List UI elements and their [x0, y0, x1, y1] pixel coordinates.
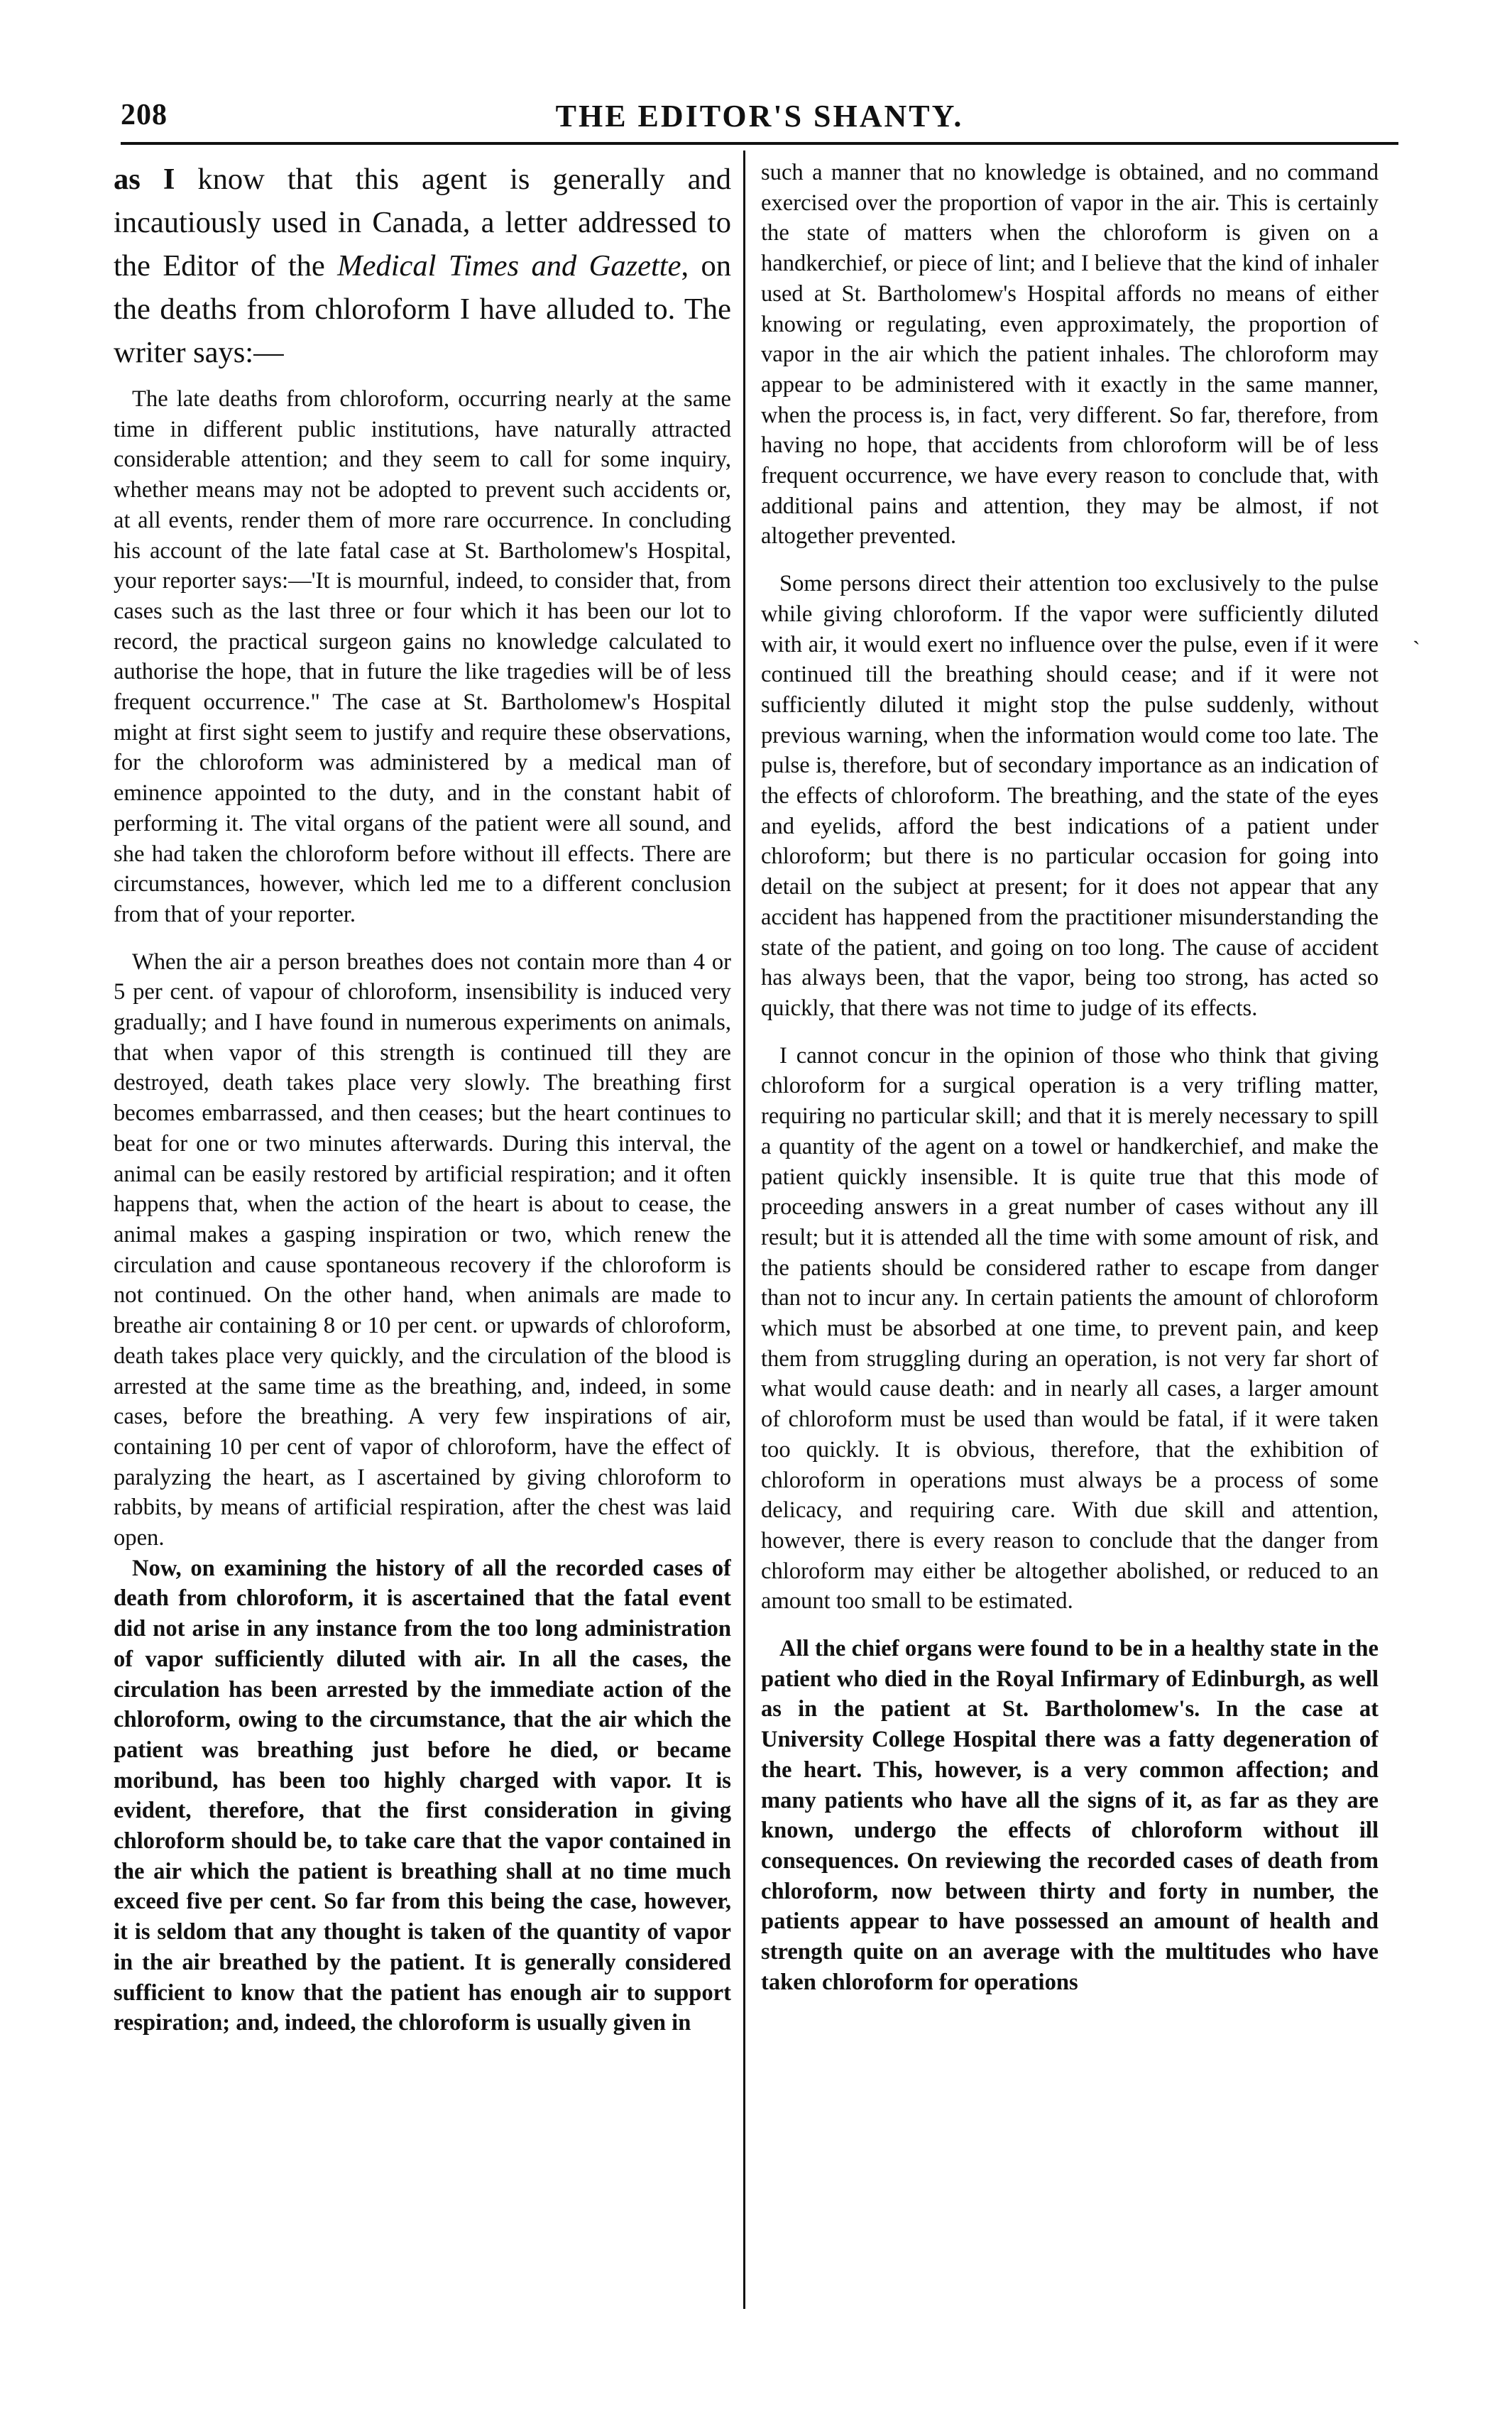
- right-column: [761, 158, 1379, 2316]
- lead-text: know that this agent is generally and incautiously used in Canada, a letter addressed to the Editor of the: [114, 163, 731, 283]
- lead-paragraph: [114, 158, 731, 374]
- left-column: [114, 158, 731, 2316]
- column-divider: [743, 151, 745, 2309]
- body-paragraph: Some persons direct their attention too exclusively to the pulse while giving chloroform. If the vapor were sufficiently diluted with air, it would exert no influence over the pulse, even if it were continued till the breathing should cease; and if it were not sufficiently diluted it might stop the pulse suddenly, without previous warning, when the information would come too late. The pulse is, therefore, but of secondary importance as an indication of the effects of chloroform. The breathing, and the state of the eyes and eyelids, afford the best indications of a patient under chloroform; but there is no particular occasion for going into detail on the subject at present; for it does not appear that any accident has happened from the practitioner misunderstanding the state of the patient, and going on too long. The cause of accident has always been, that the vapor, being too strong, has acted so quickly, that there was not time to judge of its effects.: [761, 571, 1379, 1021]
- body-paragraph: All the chief organs were found to be in a healthy state in the patient who died in the Royal Infirmary of Edinburgh, as well as in the patient at St. Bartholomew's. In the case at University College Hospital there was a fatty degeneration of the heart. This, however, is a very common affection; and many patients who have all the signs of it, as far as they are known, undergo the effects of chloroform without ill consequences. On reviewing the recorded cases of death from chloroform, now between thirty and forty in number, the patients appear to have possessed an amount of health and strength quite on an average with the multitudes who have taken chloroform for operations: [761, 1636, 1379, 1995]
- quoted-letter-paragraph: The late deaths from chloroform, occurring nearly at the same time in different public institutions, have naturally attracted considerable attention; and they seem to call for some inquiry, whether means may not be adopted to prevent such accidents or, at all events, render them of more rare occurrence. In concluding his account of the late fatal case at St. Bartholomew's Hospital, your reporter says:—'It is mournful, indeed, to consider that, from cases such as the last three or four which it has been our lot to record, the practical surgeon gains no knowledge calculated to authorise the hope, that in future the like tragedies will be of less frequent occurrence." The case at St. Bartholomew's Hospital might at first sight seem to justify and require these observations, for the chloroform was administered by a medical man of eminence appointed to the duty, and in the constant habit of performing it. The vital organs of the patient were all sound, and she had taken the chloroform before without ill effects. There are circumstances, however, which led me to a different conclusion from that of your reporter.: [114, 386, 731, 927]
- page-number: 208: [121, 99, 168, 131]
- running-title: THE EDITOR'S SHANTY.: [555, 99, 964, 133]
- lead-text-end: , on the deaths from chloroform I have alluded to. The writer says:—: [114, 249, 731, 369]
- body-paragraph: Now, on examining the history of all the recorded cases of death from chloroform, it is ascertained that the fatal event did not arise in any instance from the too long administration of vapor sufficiently diluted with air. In all the cases, the circulation has been arrested by the immediate action of the chloroform, owing to the circumstance, that the air which the patient was breathing just before he died, or became moribund, has been too highly charged with vapor. It is evident, therefore, that the first consideration in giving chloroform should be, to take care that the vapor contained in the air which the patient is breathing shall at no time much exceed five per cent. So far from this being the case, however, it is seldom that any thought is taken of the quantity of vapor in the air breathed by the patient. It is generally considered sufficient to know that the patient has enough air to support respiration; and, indeed, the chloroform is usually given in: [114, 1555, 731, 2036]
- body-paragraph: such a manner that no knowledge is obtained, and no command exercised over the proportion of vapor in the air. This is certainly the state of matters when the chloroform is given on a handkerchief, or piece of lint; and I believe that the kind of inhaler used at St. Bartholomew's Hospital affords no means of either knowing or regulating, even approximately, the proportion of vapor in the air which the patient inhales. The chloroform may appear to be administered with it exactly in the same manner, when the process is, in fact, very different. So far, therefore, from having no hope, that accidents from chloroform will be of less frequent occurrence, we have every reason to conclude that, with additional pains and attention, they may be almost, if not altogether prevented.: [761, 160, 1379, 550]
- header-rule: [121, 142, 1398, 145]
- body-paragraph: I cannot concur in the opinion of those who think that giving chloroform for a surgical operation is a very trifling matter, requiring no particular skill; and that it is merely necessary to spill a quantity of the agent on a towel or handkerchief, and make the patient quickly insensible. It is quite true that this mode of proceeding answers in a great number of cases without any ill result; but it is attended all the time with some amount of risk, and the patients should be considered rather to escape from danger than not to incur any. In certain patients the amount of chloroform which must be absorbed at one time, to prevent pain, and keep them from struggling during an operation, is not very far short of what would cause death: and in nearly all cases, a larger amount of chloroform must be used than would be fatal, if it were taken too quickly. It is obvious, therefore, that the exhibition of chloroform in operations must always be a process of some delicacy, and requiring care. With due skill and attention, however, there is every reason to conclude that the danger from chloroform may either be altogether abolished, or reduced to an amount too small to be estimated.: [761, 1042, 1379, 1615]
- page-header: [121, 98, 1398, 141]
- body-paragraph: When the air a person breathes does not contain more than 4 or 5 per cent. of vapour of chloroform, insensibility is induced very gradually; and I have found in numerous experiments on animals, that when vapor of this strength is continued till they are destroyed, death takes place very slowly. The breathing first becomes embarrassed, and then ceases; but the heart continues to beat for one or two minutes afterwards. During this interval, the animal can be easily restored by artificial respiration; and it often happens that, when the action of the heart is about to cease, the animal makes a gasping inspiration or two, which renew the circulation and cause spontaneous recovery if the chloroform is not continued. On the other hand, when animals are made to breathe air containing 8 or 10 per cent. or upwards of chloroform, death takes place very quickly, and the circulation of the blood is arrested at the same time as the breathing, and, indeed, in some cases, before the breathing. A very few inspirations of air, containing 10 per cent of vapor of chloroform, have the effect of paralyzing the heart, as I ascertained by giving chloroform to rabbits, by means of artificial respiration, after the chest was laid open.: [114, 949, 731, 1551]
- margin-mark: `: [1413, 636, 1420, 662]
- journal-title: Medical Times and Gazette: [337, 249, 681, 283]
- lead-first-words: as I: [114, 163, 175, 196]
